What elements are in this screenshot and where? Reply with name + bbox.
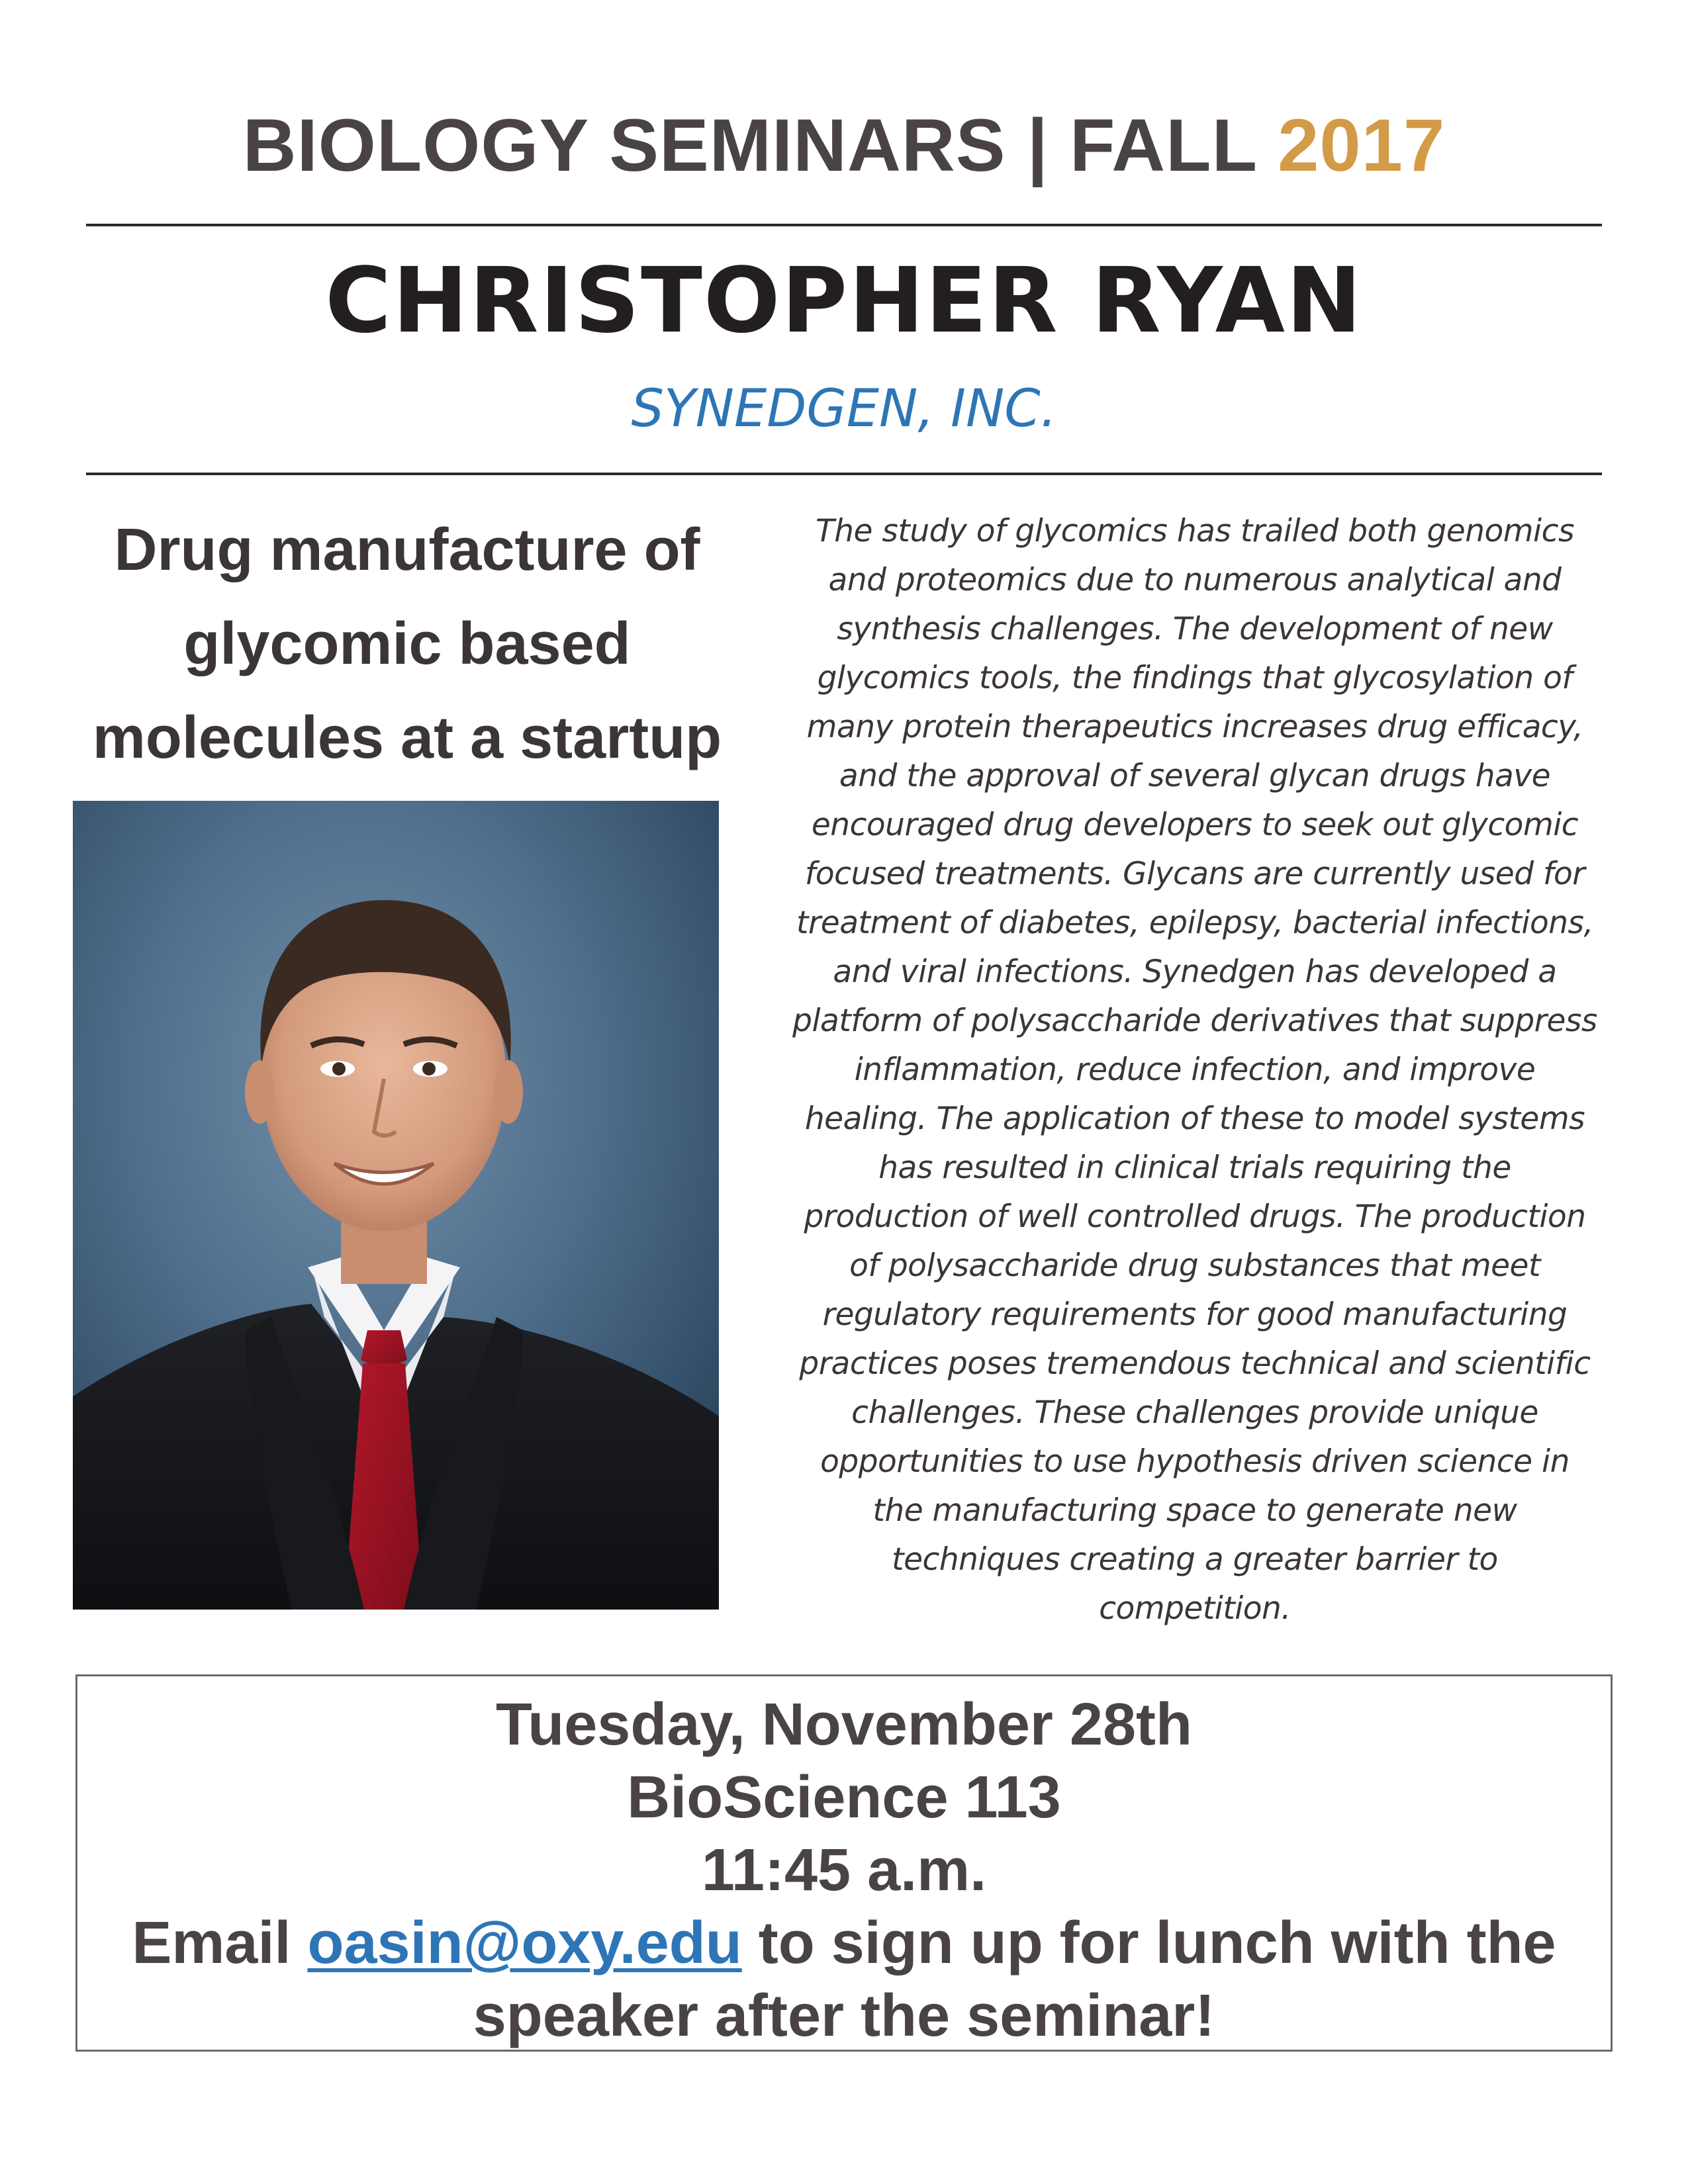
abstract-line: The study of glycomics has trailed both genomics xyxy=(816,513,1574,549)
event-time: 11:45 a.m. xyxy=(701,1837,987,1903)
abstract-line: competition. xyxy=(1099,1590,1291,1627)
abstract-line: healing. The application of these to model systems xyxy=(804,1101,1585,1137)
abstract-line: many protein therapeutics increases drug efficacy, xyxy=(806,709,1583,745)
header-year: 2017 xyxy=(1278,104,1446,187)
event-signup-line xyxy=(77,1907,1611,1979)
abstract-line: practices poses tremendous technical and scientific xyxy=(799,1345,1591,1382)
header-prefix: BIOLOGY SEMINARS | FALL xyxy=(242,104,1278,187)
talk-title xyxy=(46,503,768,785)
event-closing: speaker after the seminar! xyxy=(473,1983,1215,2049)
seminar-header xyxy=(0,99,1688,192)
event-location: BioScience 113 xyxy=(627,1764,1061,1831)
speaker-name: CHRISTOPHER RYAN xyxy=(325,249,1363,353)
abstract-line: of polysaccharide drug substances that meet xyxy=(849,1248,1540,1284)
abstract-line: and proteomics due to numerous analytical and xyxy=(828,562,1562,598)
abstract-line: and viral infections. Synedgen has developed a xyxy=(833,954,1557,990)
divider-top xyxy=(86,224,1602,226)
abstract-line: synthesis challenges. The development of new xyxy=(837,611,1553,647)
abstract-line: encouraged drug developers to seek out glycomic xyxy=(811,807,1579,843)
talk-title-line: glycomic based xyxy=(183,611,631,677)
email-prefix: Email xyxy=(132,1910,308,1976)
abstract-line: platform of polysaccharide derivatives that suppress xyxy=(792,1003,1597,1039)
email-link[interactable]: oasin@oxy.edu xyxy=(307,1910,742,1976)
abstract-line: inflammation, reduce infection, and improve xyxy=(854,1052,1536,1088)
abstract xyxy=(768,507,1622,1633)
abstract-line: the manufacturing space to generate new xyxy=(872,1492,1517,1529)
divider-bottom xyxy=(86,473,1602,475)
abstract-line: regulatory requirements for good manufacturing xyxy=(822,1297,1568,1333)
speaker-portrait-illustration xyxy=(73,801,719,1610)
abstract-line: techniques creating a greater barrier to xyxy=(892,1541,1498,1578)
abstract-line: glycomics tools, the findings that glycosylation of xyxy=(817,660,1573,696)
abstract-line: production of well controlled drugs. The production xyxy=(804,1199,1586,1235)
email-suffix: to sign up for lunch with the xyxy=(741,1910,1556,1976)
speaker-photo xyxy=(73,801,719,1610)
speaker-affiliation: SYNEDGEN, INC. xyxy=(631,379,1057,439)
event-info-box xyxy=(75,1674,1613,2052)
abstract-line: and the approval of several glycan drugs have xyxy=(839,758,1551,794)
abstract-line: treatment of diabetes, epilepsy, bacterial infections, xyxy=(796,905,1593,941)
talk-title-line: molecules at a startup xyxy=(92,705,722,771)
abstract-line: opportunities to use hypothesis driven science in xyxy=(820,1443,1570,1480)
talk-title-line: Drug manufacture of xyxy=(114,517,700,583)
event-date: Tuesday, November 28th xyxy=(495,1692,1192,1758)
abstract-line: focused treatments. Glycans are currently used for xyxy=(804,856,1585,892)
abstract-line: challenges. These challenges provide unique xyxy=(851,1394,1538,1431)
abstract-line: has resulted in clinical trials requiring the xyxy=(878,1150,1511,1186)
